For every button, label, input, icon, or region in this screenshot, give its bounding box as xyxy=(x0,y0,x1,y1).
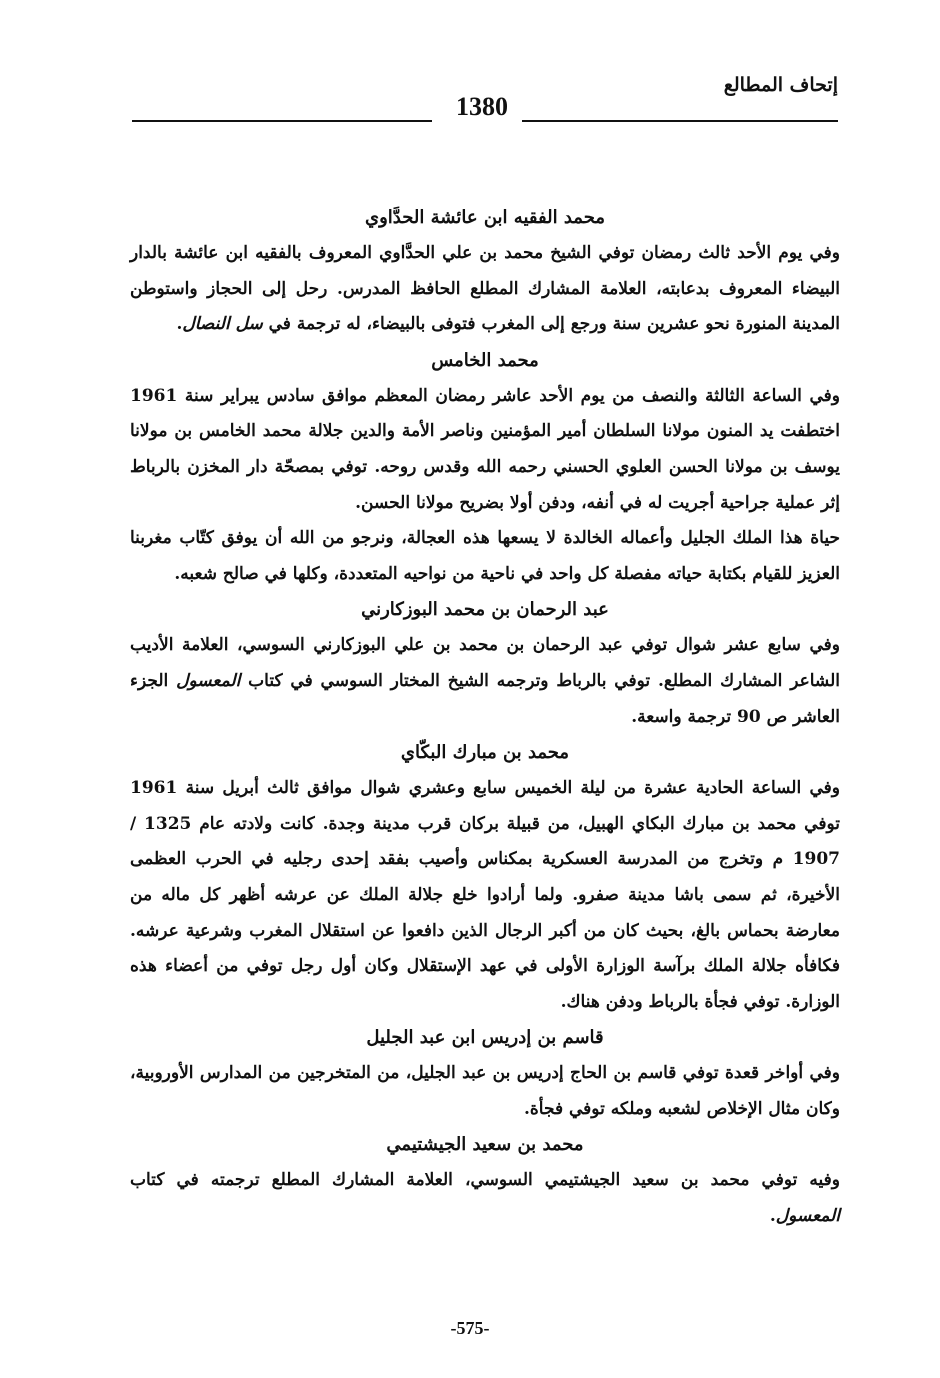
book-reference: المعسول xyxy=(176,670,241,691)
entry-ibn-aisha xyxy=(130,200,840,343)
book-reference: المعسول xyxy=(775,1206,840,1227)
entry-paragraph-2: حياة هذا الملك الجليل وأعماله الخالدة لا يسعها هذه العجالة، ونرجو من الله أن يوفق كتّاب مغربنا العزيز للقيام بكتابة حياته مفصلة كل واحد في ناحية من نواحيه المتعددة، وكلها في صالح شعبه. xyxy=(130,528,840,584)
entry-heading: محمد بن مبارك البكّاي xyxy=(400,742,570,764)
entry-paragraph: وفي الساعة الحادية عشرة من ليلة الخميس سابع وعشري شوال موافق ثالث أبريل سنة 1961 توفي محمد بن مبارك البكاي الهبيل، من قبيلة بركان قرب مدينة وجدة. كانت ولادته عام 1325 / 1907 م وتخرج من المدرسة العسكرية بمكناس وأصيب بفقد إحدى رجليه في الحرب العظمى الأخيرة، ثم سمى باشا مدينة صفرو. ولما أرادوا خلع جلالة الملك عن عرشه أظهر كل ماله من معارضة بحماس بالغ، بحيث كان من أكبر الرجال الذين دافعوا عن استقلال المغرب وشرعية عرشه. فكافأه جلالة الملك برآسة الوزارة الأولى في عهد الإستقلال وكان أول رجل توفي من أعضاء هذه الوزارة. توفي فجأة بالرباط ودفن هناك. xyxy=(130,778,840,1012)
entry-paragraph: وفيه توفي محمد بن سعيد الجيشتيمي السوسي، العلامة المشارك المطلع ترجمته في كتاب المعسول. xyxy=(130,1170,840,1227)
entry-bekkai xyxy=(130,735,840,1020)
entry-paragraph: وفي أواخر قعدة توفي قاسم بن الحاج إدريس بن عبد الجليل، من المتخرجين من المدارس الأوروبية، وكان مثال الإخلاص لشعبه وملكه توفي فجأة. xyxy=(130,1063,840,1119)
entry-heading: محمد الخامس xyxy=(431,349,539,371)
page-header xyxy=(132,70,838,130)
entry-paragraph: وفي يوم الأحد ثالث رمضان توفي الشيخ محمد بن علي الحدَّاوي المعروف بالفقيه ابن عائشة بالدار البيضاء المعروف بدعابته، العلامة المشارك المطلع الحافظ المدرس. رحل إلى الحجاز واستوطن المدينة المنورة نحو عشرين سنة ورجع إلى المغرب فتوفى بالبيضاء، له ترجمة في سل النصال. xyxy=(130,243,840,335)
hijri-year: 1380 xyxy=(456,92,508,121)
entry-heading: محمد بن سعيد الجيشتيمي xyxy=(386,1134,584,1156)
entry-heading: عبد الرحمان بن محمد البوزكارني xyxy=(361,599,609,621)
entry-heading: محمد الفقيه ابن عائشة الحدَّاوي xyxy=(365,207,605,228)
header-rule-left xyxy=(132,120,432,122)
entry-mohammed-v xyxy=(130,343,840,593)
running-book-title: إتحاف المطالع xyxy=(723,74,838,96)
entry-paragraph: وفي سابع عشر شوال توفي عبد الرحمان بن محمد بن علي البوزكارني السوسي، العلامة الأديب الشاعر المشارك المطلع. توفي بالرباط وترجمه الشيخ المختار السوسي في كتاب المعسول الجزء العاشر ص 90 ترجمة واسعة. xyxy=(130,635,840,727)
entry-jishtimi xyxy=(130,1127,840,1234)
book-reference: سل النصال xyxy=(182,314,263,335)
page-body xyxy=(130,200,840,1235)
header-rule-right xyxy=(522,120,838,122)
entry-bouzkarni xyxy=(130,592,840,735)
entry-qasim xyxy=(130,1020,840,1127)
page-number: -575- xyxy=(450,1318,490,1338)
entry-heading: قاسم بن إدريس ابن عبد الجليل xyxy=(366,1027,604,1049)
entry-paragraph: وفي الساعة الثالثة والنصف من يوم الأحد عاشر رمضان المعظم موافق سادس يبراير سنة 1961 اختطفت يد المنون مولانا السلطان أمير المؤمنين وناصر الأمة والدين جلالة محمد الخامس بن مولانا يوسف بن مولانا الحسن العلوي الحسني رحمه الله وقدس روحه. توفي بمصحّة دار المخزن بالرباط إثر عملية جراحية أجريت له في أنفه، ودفن أولا بضريح مولانا الحسن. xyxy=(130,385,840,513)
